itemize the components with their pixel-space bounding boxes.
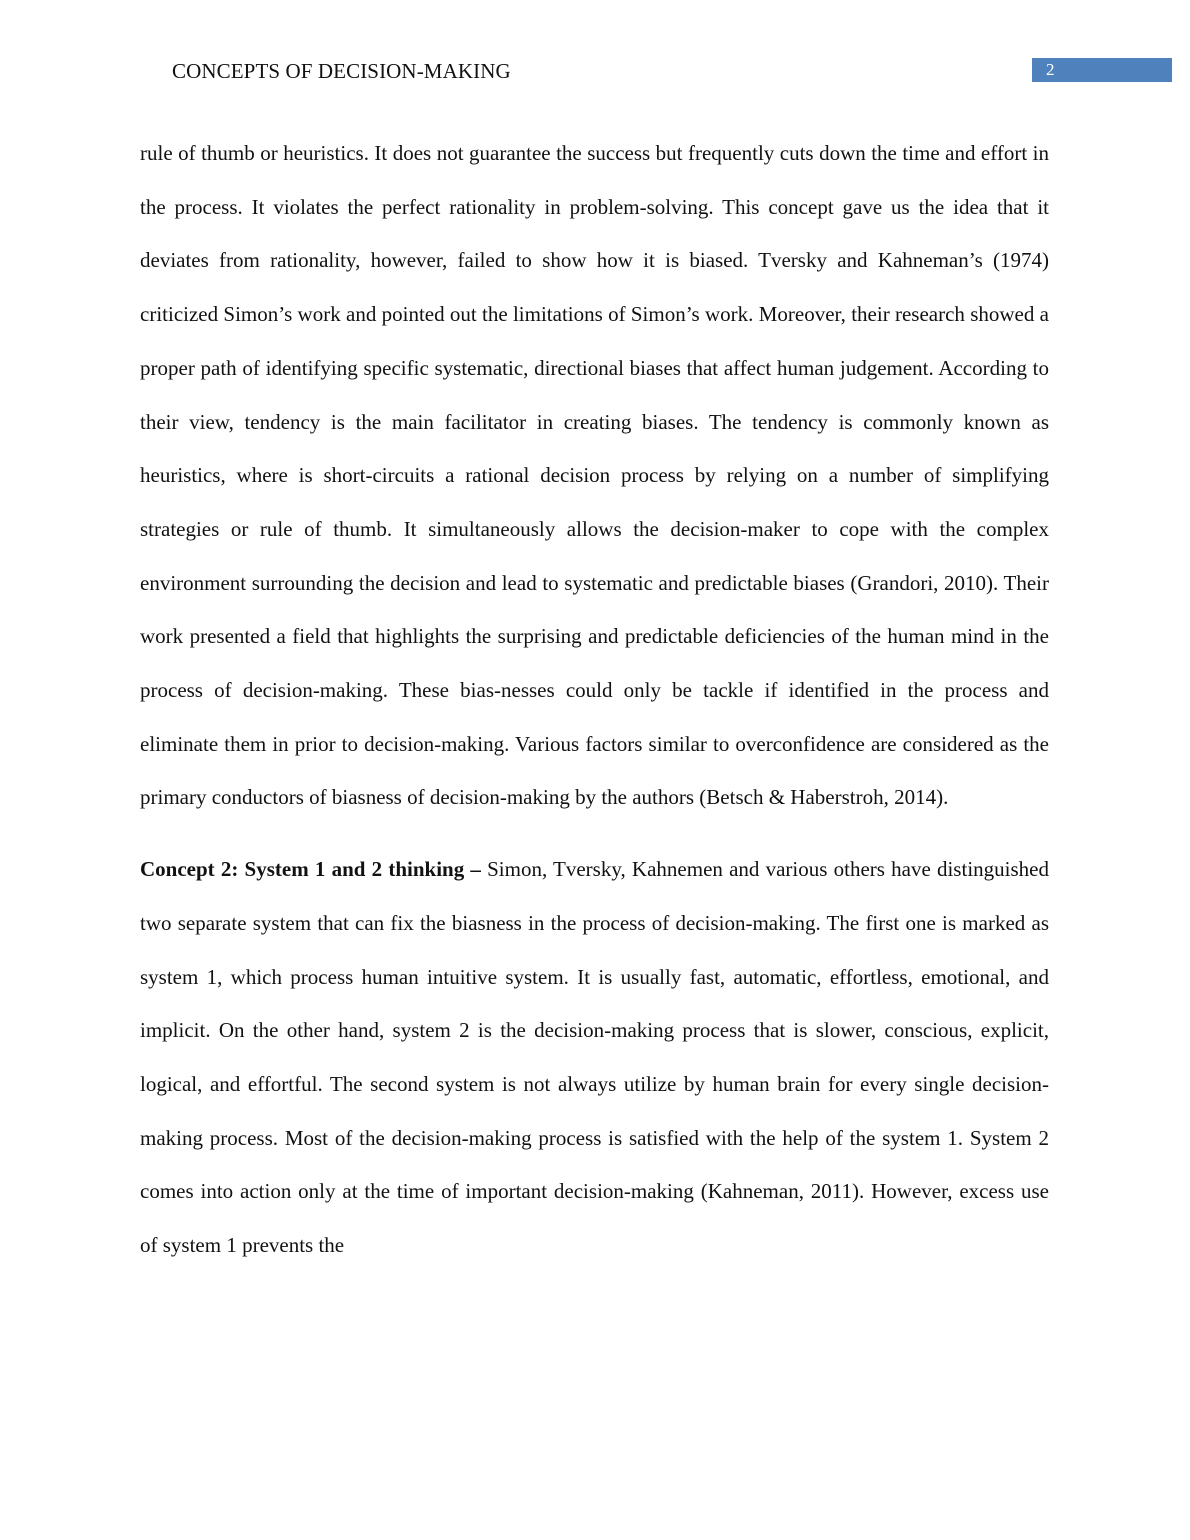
running-head-title: CONCEPTS OF DECISION-MAKING <box>172 59 511 83</box>
page-number-badge: 2 <box>1032 58 1172 82</box>
paragraph-text: rule of thumb or heuristics. It does not guarantee the success but frequently cuts down the time and effort in the process. It violates the perfect rationality in problem-solving. This concept gave us the idea that it deviates from rationality, however, failed to show how it is biased. Tversky and Kahneman’s (1974) criticized Simon’s work and pointed out the limitations of Simon’s work. Moreover, their research showed a proper path of identifying specific systematic, directional biases that affect human judgement. According to their view, tendency is the main facilitator in creating biases. The tendency is commonly known as heuristics, where is short-circuits a rational decision process by relying on a number of simplifying strategies or rule of thumb. It simultaneously allows the decision-maker to cope with the complex environment surrounding the decision and lead to systematic and predictable biases (Grandori, 2010). Their work presented a field that highlights the surprising and predictable deficiencies of the human mind in the process of decision-making. These bias-nesses could only be tackle if identified in the process and eliminate them in prior to decision-making. Various factors similar to overconfidence are considered as the primary conductors of biasness of decision-making by the authors (Betsch & Haberstroh, 2014). <box>140 141 1049 810</box>
paragraph-text: Simon, Tversky, Kahnemen and various others have distinguished two separate system that can fix the biasness in the process of decision-making. The first one is marked as system 1, which process human intuitive system. It is usually fast, automatic, effortless, emotional, and implicit. On the other hand, system 2 is the decision-making process that is slower, conscious, explicit, logical, and effortful. The second system is not always utilize by human brain for every single decision-making process. Most of the decision-making process is satisfied with the help of the system 1. System 2 comes into action only at the time of important decision-making (Kahneman, 2011). However, excess use of system 1 prevents the <box>140 857 1049 1258</box>
paragraph-heuristics <box>140 127 1049 825</box>
concept-heading: Concept 2: System 1 and 2 thinking – <box>140 857 481 882</box>
paragraph-concept-2 <box>140 843 1049 1273</box>
document-body <box>140 127 1049 1273</box>
